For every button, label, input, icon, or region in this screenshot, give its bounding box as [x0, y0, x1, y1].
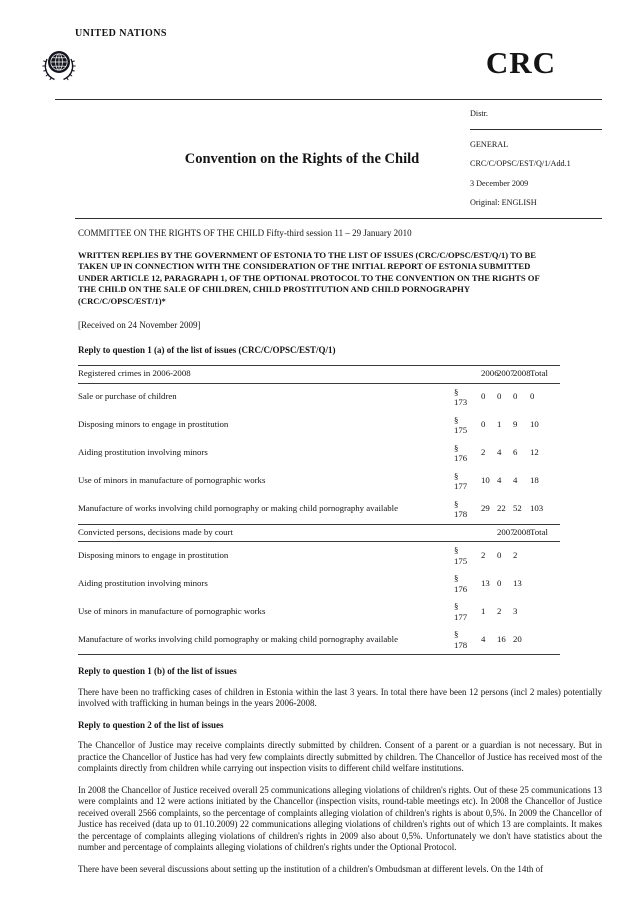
paragraph-ref — [454, 471, 481, 492]
distribution-block — [470, 100, 602, 218]
distr-label: Distr. — [470, 109, 488, 118]
paragraph-ref — [454, 415, 481, 436]
table-row — [78, 496, 560, 524]
count-total: 12 — [530, 447, 539, 458]
count-2008: 2 — [497, 605, 502, 616]
document-title: Convention on the Rights of the Child — [184, 150, 420, 167]
count-2007: 1 — [481, 605, 486, 616]
table-row — [78, 412, 560, 440]
count-total: 0 — [530, 391, 535, 402]
reply-1b-paragraph: There have been no trafficking cases of children in Estonia within the last 3 years. In total there have been 12 persons (incl 2 males) potentially involved with trafficking in human beings in the years 2006-2008. — [78, 686, 602, 709]
reply-1a-heading: Reply to question 1 (a) of the list of issues (CRC/C/OPSC/EST/Q/1) — [78, 344, 336, 355]
distr-rule — [470, 129, 602, 130]
reply-2-paragraph-2: In 2008 the Chancellor of Justice received overall 25 communications alleging violations of children's rights. Out of these 25 communications 13 were complaints and 12 were actions initiated by the Chancellor (inspection visits, round-table meetings etc). In 2008 the Chancellor of Justice received overall 2566 complaints, so the percentage of complaints alleging violation of children's rights is about 0,5%. In 2009 the Chancellor of Justice has received (data up to 01.10.2009) 22 communications alleging violations of children's rights out of which 13 are complaints. It makes the percentage of complaints alleging violations of children's rights in 2009 also about 0,5%. Unfortunately we don't have statistics about the number and percentage of complaints alleging violations of children's rights under the Optional Protocol. — [78, 784, 602, 853]
section-number: 176 — [454, 583, 468, 594]
count-total: 13 — [513, 577, 522, 588]
reply-2-paragraph-3: There have been several discussions about setting up the institution of a children's Ombudsman at different levels. On the 14th of — [78, 863, 544, 874]
count-total: 3 — [513, 605, 518, 616]
count-2008: 52 — [513, 503, 522, 514]
count-2008: 16 — [497, 633, 506, 644]
paragraph-ref — [454, 601, 481, 622]
table-row — [78, 626, 560, 654]
section-sign: § — [454, 414, 459, 425]
paragraph-ref — [454, 545, 481, 566]
paragraph-ref — [454, 499, 481, 520]
paragraph-ref — [454, 629, 481, 650]
section-sign: § — [454, 629, 459, 640]
un-org-name: UNITED NATIONS — [75, 28, 167, 39]
paragraph-ref — [454, 573, 481, 594]
column-header-2007: 2007 — [497, 368, 515, 379]
paragraph-ref — [454, 443, 481, 464]
section-number: 177 — [454, 611, 468, 622]
masthead-title-band — [78, 100, 602, 218]
crime-label: Use of minors in manufacture of pornographic works — [78, 475, 266, 486]
section-sign: § — [454, 545, 459, 556]
section-sign: § — [454, 601, 459, 612]
count-2007: 0 — [497, 391, 502, 402]
crime-label: Manufacture of works involving child pornography or making child pornography available — [78, 503, 399, 514]
distr-type: GENERAL — [470, 140, 509, 150]
section-sign: § — [454, 386, 459, 397]
count-2008: 9 — [513, 419, 518, 430]
crime-label: Sale or purchase of children — [78, 391, 177, 402]
table-caption-convicted: Convicted persons, decisions made by court — [78, 526, 233, 537]
section-number: 175 — [454, 425, 468, 436]
section-number: 178 — [454, 509, 468, 520]
doc-series-code: CRC — [485, 45, 556, 80]
section-sign: § — [454, 442, 459, 453]
paragraph-ref — [454, 387, 481, 408]
table-row — [78, 468, 560, 496]
document-header — [0, 28, 640, 219]
masthead-row — [0, 47, 640, 95]
count-2006: 0 — [481, 391, 486, 402]
un-emblem-icon — [40, 47, 78, 85]
count-2007: 4 — [497, 475, 502, 486]
table-row — [78, 598, 560, 626]
crime-statistics-table — [78, 365, 560, 655]
section-number: 177 — [454, 481, 468, 492]
crime-label: Use of minors in manufacture of pornographic works — [78, 605, 266, 616]
column-header-2007: 2007 — [497, 526, 515, 537]
table-row — [78, 440, 560, 468]
crime-label: Manufacture of works involving child pornography or making child pornography available — [78, 633, 399, 644]
count-2008: 4 — [513, 475, 518, 486]
doc-symbol: CRC/C/OPSC/EST/Q/1/Add.1 — [470, 159, 571, 169]
count-2008: 6 — [513, 447, 518, 458]
count-2008: 0 — [497, 577, 502, 588]
section-number: 178 — [454, 639, 468, 650]
count-2007: 4 — [497, 447, 502, 458]
received-note: [Received on 24 November 2009] — [78, 320, 201, 331]
reply-2-paragraph-1: The Chancellor of Justice may receive complaints directly submitted by children. Consent of a parent or a guardian is not necessary. But in practice the Chancellor of Justice has had very few complaints directly submitted by children. The Chancellor of Justice has received most of the complaints directly from children while carrying out inspection visits to different child welfare institutions. — [78, 740, 602, 774]
count-2007: 1 — [497, 419, 502, 430]
crime-label: Disposing minors to engage in prostitution — [78, 419, 229, 430]
section-sign: § — [454, 470, 459, 481]
column-header-total: Total — [530, 526, 548, 537]
column-header-2006: 2006 — [481, 368, 499, 379]
table-caption-registered: Registered crimes in 2006-2008 — [78, 368, 191, 379]
doc-language: Original: ENGLISH — [470, 197, 537, 207]
reply-1b-heading: Reply to question 1 (b) of the list of issues — [78, 666, 237, 677]
replies-section — [78, 666, 602, 875]
count-2007: 22 — [497, 503, 506, 514]
table-row — [78, 542, 560, 570]
title-area — [78, 100, 470, 218]
doc-date: 3 December 2009 — [470, 178, 529, 188]
convicted-persons-header-row — [78, 524, 560, 543]
count-2006: 0 — [481, 419, 486, 430]
count-2006: 29 — [481, 503, 490, 514]
crime-label: Aiding prostitution involving minors — [78, 447, 208, 458]
header-rule-bottom — [75, 218, 602, 219]
count-total: 20 — [513, 633, 522, 644]
column-header-2008: 2008 — [513, 526, 531, 537]
count-2008: 0 — [513, 391, 518, 402]
count-2006: 2 — [481, 447, 486, 458]
main-heading: WRITTEN REPLIES BY THE GOVERNMENT OF ESTONIA TO THE LIST OF ISSUES (CRC/C/OPSC/EST/Q/1) TO BE TAKEN UP IN CONNECTION WITH THE CONSIDERATION OF THE INITIAL REPORT OF ESTONIA SUBMITTED UNDER ARTICLE 12, PARAGRAPH 1, OF THE OPTIONAL PROTOCOL TO THE CONVENTION ON THE RIGHTS OF THE CHILD ON THE SALE OF CHILDREN, CHILD PROSTITUTION AND CHILD PORNOGRAPHY (CRC/C/OPSC/EST/1)* — [78, 249, 540, 306]
crime-label: Disposing minors to engage in prostitution — [78, 549, 229, 560]
document-body — [78, 228, 602, 875]
section-number: 173 — [454, 397, 468, 408]
count-total: 18 — [530, 475, 539, 486]
table-row — [78, 384, 560, 412]
column-header-total: Total — [530, 368, 548, 379]
table-row — [78, 570, 560, 598]
count-2007: 4 — [481, 633, 486, 644]
count-2007: 13 — [481, 577, 490, 588]
section-sign: § — [454, 573, 459, 584]
reply-2-heading: Reply to question 2 of the list of issues — [78, 719, 224, 730]
column-header-2008: 2008 — [513, 368, 531, 379]
section-number: 176 — [454, 453, 468, 464]
registered-crimes-header-row — [78, 365, 560, 384]
count-total: 2 — [513, 549, 518, 560]
count-total: 10 — [530, 419, 539, 430]
section-sign: § — [454, 498, 459, 509]
committee-session-line: COMMITTEE ON THE RIGHTS OF THE CHILD Fifty-third session 11 – 29 January 2010 — [78, 228, 412, 239]
count-2008: 0 — [497, 549, 502, 560]
crime-label: Aiding prostitution involving minors — [78, 577, 208, 588]
count-2006: 10 — [481, 475, 490, 486]
count-total: 103 — [530, 503, 544, 514]
section-number: 175 — [454, 555, 468, 566]
count-2007: 2 — [481, 549, 486, 560]
